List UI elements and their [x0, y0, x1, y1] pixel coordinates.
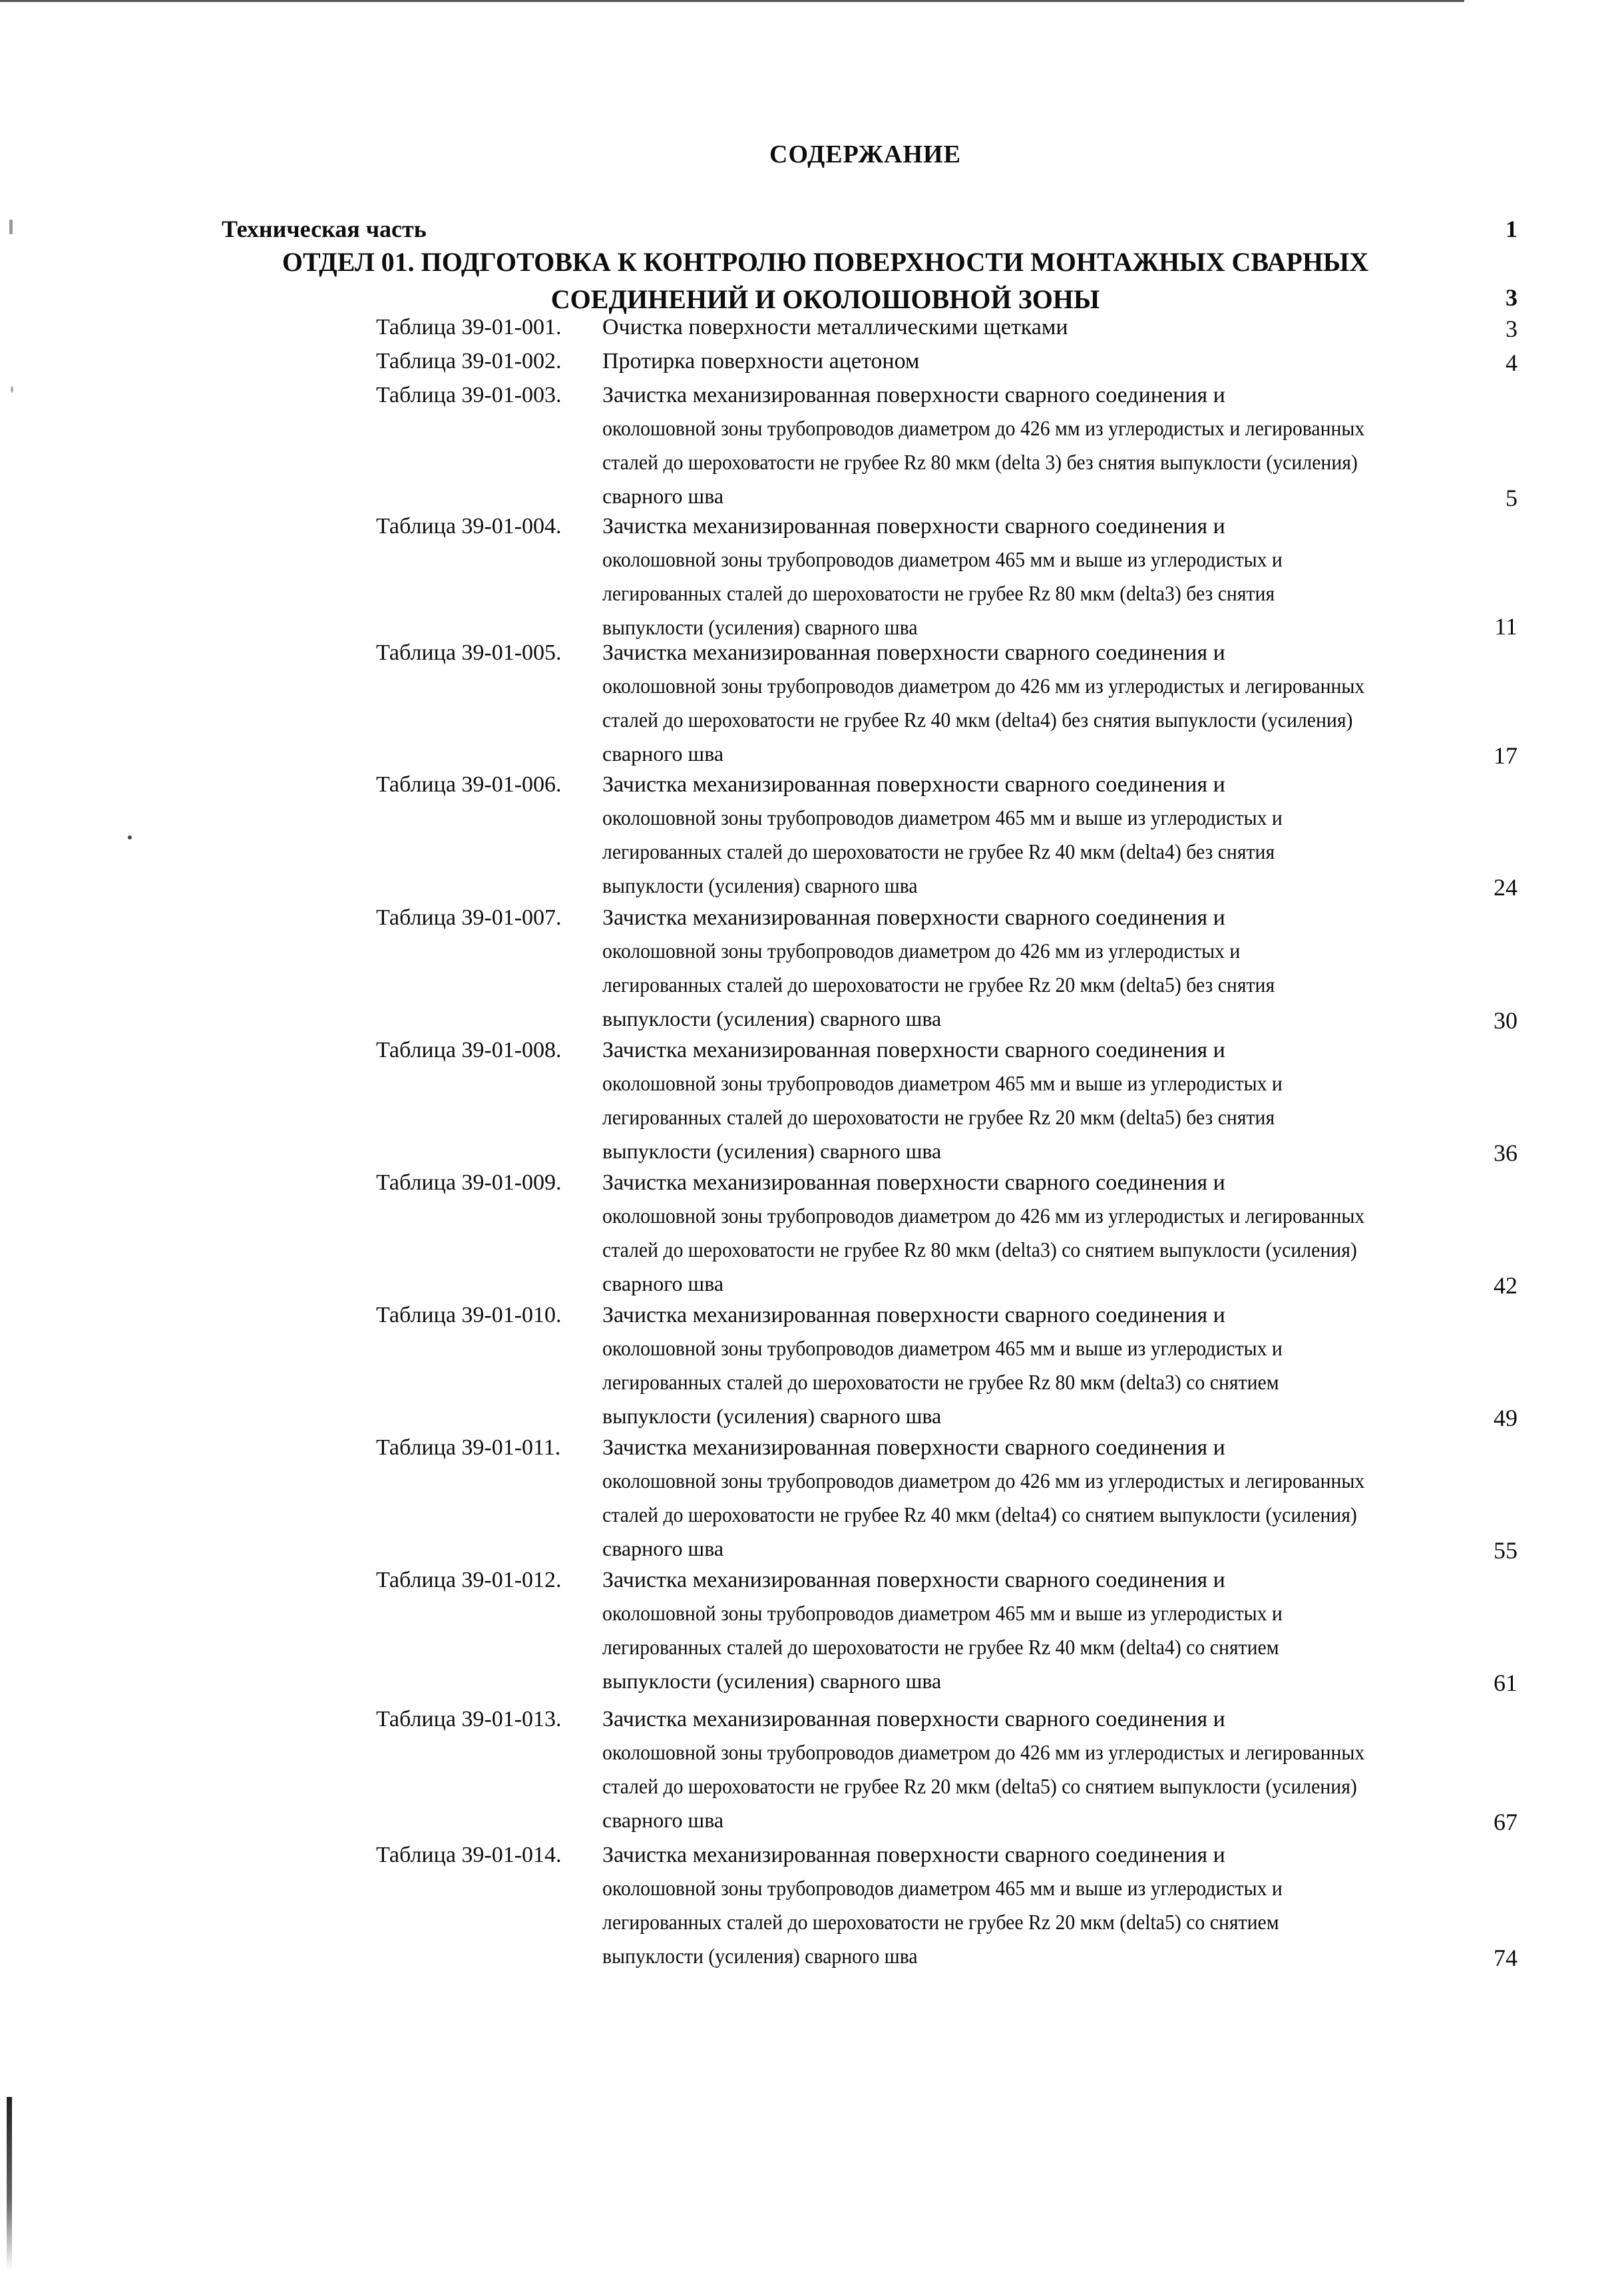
entry-line: сталей до шероховатости не грубее Rz 80 мкм (delta 3) без снятия выпуклости (усиления) — [602, 450, 1358, 474]
entry-line: околошовной зоны трубопроводов диаметром 465 мм и выше из углеродистых и — [602, 1601, 1283, 1625]
entry-page: 5 — [1506, 485, 1518, 511]
entry-label: Таблица 39-01-010. — [376, 1303, 562, 1327]
entry-line: околошовной зоны трубопроводов диаметром до 426 мм из углеродистых и легированных — [602, 416, 1365, 440]
entry-line: околошовной зоны трубопроводов диаметром 465 мм и выше из углеродистых и — [602, 547, 1283, 571]
entry-label: Таблица 39-01-013. — [376, 1707, 562, 1731]
scan-speck — [128, 835, 132, 839]
entry-line: выпуклости (усиления) сварного шва — [602, 1139, 942, 1163]
document-title: СОДЕРЖАНИЕ — [769, 140, 961, 168]
entry-label: Таблица 39-01-011. — [376, 1435, 561, 1460]
entry-line: легированных сталей до шероховатости не грубее Rz 20 мкм (delta5) без снятия — [602, 1105, 1275, 1129]
entry-line: сталей до шероховатости не грубее Rz 80 мкм (delta3) со снятием выпуклости (усиления) — [602, 1238, 1357, 1261]
entry-page: 17 — [1494, 742, 1518, 769]
entry-line: сварного шва — [602, 1271, 724, 1295]
entry-line: сварного шва — [602, 1808, 724, 1832]
entry-line: легированных сталей до шероховатости не грубее Rz 80 мкм (delta3) со снятием — [602, 1370, 1279, 1394]
entry-line: сварного шва — [602, 484, 724, 508]
intro-page: 1 — [1506, 216, 1518, 242]
section-title-line1: ОТДЕЛ 01. ПОДГОТОВКА К КОНТРОЛЮ ПОВЕРХНОСТИ МОНТАЖНЫХ СВАРНЫХ — [282, 247, 1369, 277]
entry-line: Зачистка механизированная поверхности сварного соединения и — [602, 1170, 1225, 1195]
entry-line: выпуклости (усиления) сварного шва — [602, 1944, 918, 1968]
entry-line: околошовной зоны трубопроводов диаметром 465 мм и выше из углеродистых и — [602, 1336, 1283, 1360]
entry-page: 24 — [1494, 874, 1518, 901]
entry-line: сварного шва — [602, 742, 724, 766]
entry-page: 67 — [1494, 1809, 1518, 1835]
entry-line: Протирка поверхности ацетоном — [602, 349, 920, 373]
entry-page: 36 — [1494, 1140, 1518, 1166]
entry-line: околошовной зоны трубопроводов диаметром до 426 мм из углеродистых и легированных — [602, 1204, 1365, 1228]
entry-page: 4 — [1506, 349, 1518, 376]
entry-label: Таблица 39-01-009. — [376, 1170, 562, 1195]
entry-label: Таблица 39-01-003. — [376, 383, 562, 407]
entry-page: 74 — [1494, 1944, 1518, 1971]
section-title-line2: СОЕДИНЕНИЙ И ОКОЛОШОВНОЙ ЗОНЫ — [550, 284, 1100, 314]
entry-label: Таблица 39-01-014. — [376, 1843, 562, 1867]
entry-line: легированных сталей до шероховатости не грубее Rz 80 мкм (delta3) без снятия — [602, 581, 1275, 605]
entry-line: легированных сталей до шероховатости не грубее Rz 20 мкм (delta5) без снятия — [602, 973, 1275, 997]
entry-line: околошовной зоны трубопроводов диаметром до 426 мм из углеродистых и — [602, 939, 1241, 963]
entry-page: 55 — [1494, 1537, 1518, 1564]
entry-line: выпуклости (усиления) сварного шва — [602, 1007, 942, 1030]
entry-line: сварного шва — [602, 1536, 724, 1560]
entry-label: Таблица 39-01-001. — [376, 315, 562, 340]
scan-edge-top — [0, 0, 1464, 2]
entry-page: 61 — [1494, 1670, 1518, 1696]
entry-line: Зачистка механизированная поверхности сварного соединения и — [602, 1843, 1225, 1867]
entry-line: легированных сталей до шероховатости не грубее Rz 20 мкм (delta5) со снятием — [602, 1910, 1279, 1934]
entry-line: околошовной зоны трубопроводов диаметром до 426 мм из углеродистых и легированных — [602, 1740, 1365, 1764]
entry-label: Таблица 39-01-006. — [376, 772, 562, 797]
entry-line: Зачистка механизированная поверхности сварного соединения и — [602, 383, 1225, 407]
scan-speck — [11, 386, 13, 393]
entry-page: 3 — [1506, 316, 1518, 342]
entry-line: выпуклости (усиления) сварного шва — [602, 1669, 942, 1693]
entry-line: легированных сталей до шероховатости не грубее Rz 40 мкм (delta4) без снятия — [602, 839, 1275, 863]
entry-line: сталей до шероховатости не грубее Rz 40 мкм (delta4) со снятием выпуклости (усиления) — [602, 1502, 1357, 1526]
entry-line: Зачистка механизированная поверхности сварного соединения и — [602, 1303, 1225, 1327]
entry-page: 11 — [1494, 613, 1518, 640]
entry-line: околошовной зоны трубопроводов диаметром 465 мм и выше из углеродистых и — [602, 805, 1283, 829]
entry-line: околошовной зоны трубопроводов диаметром до 426 мм из углеродистых и легированных — [602, 1469, 1365, 1492]
entry-line: сталей до шероховатости не грубее Rz 40 мкм (delta4) без снятия выпуклости (усиления) — [602, 708, 1353, 732]
entry-line: выпуклости (усиления) сварного шва — [602, 1404, 942, 1428]
entry-page: 30 — [1494, 1007, 1518, 1034]
entry-line: легированных сталей до шероховатости не грубее Rz 40 мкм (delta4) со снятием — [602, 1635, 1279, 1659]
scan-edge-left — [7, 2097, 12, 2270]
entry-line: выпуклости (усиления) сварного шва — [602, 615, 918, 639]
entry-line: Зачистка механизированная поверхности сварного соединения и — [602, 1568, 1225, 1592]
entry-line: Зачистка механизированная поверхности сварного соединения и — [602, 1038, 1225, 1062]
intro-label: Техническая часть — [222, 216, 427, 242]
entry-label: Таблица 39-01-012. — [376, 1568, 562, 1592]
entry-label: Таблица 39-01-004. — [376, 514, 562, 539]
entry-line: Зачистка механизированная поверхности сварного соединения и — [602, 1435, 1225, 1460]
entry-line: Очистка поверхности металлическими щетками — [602, 315, 1068, 340]
entry-line: околошовной зоны трубопроводов диаметром 465 мм и выше из углеродистых и — [602, 1876, 1283, 1900]
entry-line: сталей до шероховатости не грубее Rz 20 мкм (delta5) со снятием выпуклости (усиления) — [602, 1774, 1357, 1798]
entry-line: Зачистка механизированная поверхности сварного соединения и — [602, 514, 1225, 539]
scan-speck — [9, 220, 13, 234]
entry-label: Таблица 39-01-007. — [376, 905, 562, 930]
entry-line: околошовной зоны трубопроводов диаметром 465 мм и выше из углеродистых и — [602, 1071, 1283, 1095]
entry-line: Зачистка механизированная поверхности сварного соединения и — [602, 772, 1225, 797]
entry-line: выпуклости (усиления) сварного шва — [602, 873, 918, 897]
entry-label: Таблица 39-01-005. — [376, 640, 562, 665]
entry-line: Зачистка механизированная поверхности сварного соединения и — [602, 640, 1225, 665]
entry-label: Таблица 39-01-002. — [376, 349, 562, 373]
entry-page: 49 — [1494, 1405, 1518, 1431]
entry-line: Зачистка механизированная поверхности сварного соединения и — [602, 905, 1225, 930]
entry-page: 42 — [1494, 1272, 1518, 1299]
entry-line: Зачистка механизированная поверхности сварного соединения и — [602, 1707, 1225, 1731]
section-page: 3 — [1506, 284, 1518, 311]
entry-label: Таблица 39-01-008. — [376, 1038, 562, 1062]
entry-line: околошовной зоны трубопроводов диаметром до 426 мм из углеродистых и легированных — [602, 674, 1365, 698]
